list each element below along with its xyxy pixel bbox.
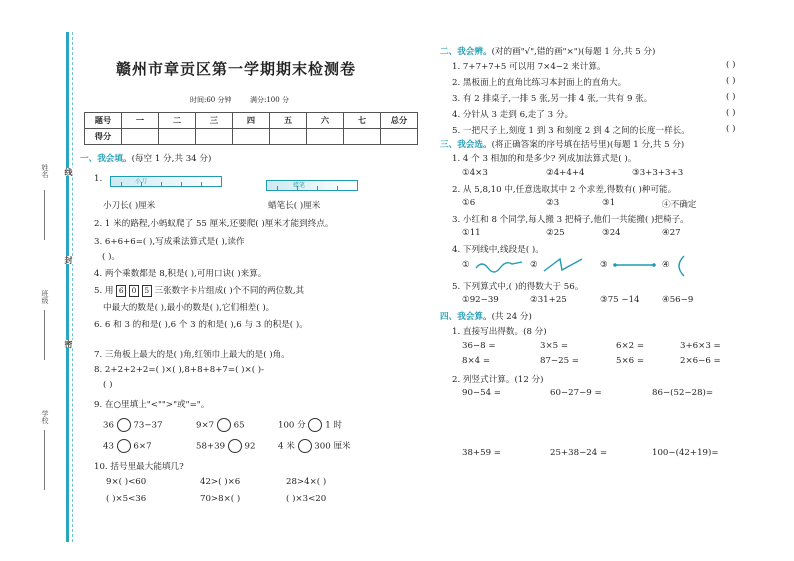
binding-line	[66, 32, 69, 542]
vertical-item: 90−54 =	[462, 388, 502, 398]
compare-circle[interactable]	[117, 439, 131, 453]
tf-answer[interactable]: ( )	[726, 76, 736, 86]
option: ②3	[546, 198, 560, 208]
tf-item: 1. 7+7+7+5 可以用 7×4−2 来计算。	[452, 62, 606, 72]
tf-answer[interactable]: ( )	[726, 92, 736, 102]
section3-note: (将正确答案的序号填在括号里)(每题 1 分,共 5 分)	[491, 140, 685, 150]
section4-heading	[440, 310, 532, 322]
q10-item: 28>4×( )	[286, 477, 327, 487]
score-header-cell: 六	[307, 113, 344, 129]
q2: 2. 1 米的路程,小蚂蚁爬了 55 厘米,还要爬( )厘米才能到终点。	[94, 219, 334, 229]
q1b: 蜡笔长( )厘米	[268, 201, 321, 211]
q7: 7. 三角板上最大的是( )角,红领巾上最大的是( )角。	[94, 350, 290, 360]
compare-circle[interactable]	[308, 418, 322, 432]
section2-note: (对的画"√",错的画"×")(每题 1 分,共 5 分)	[491, 47, 656, 57]
q9-item: 58+39 92	[196, 439, 255, 453]
score-cell[interactable]	[381, 129, 418, 145]
tf-answer[interactable]: ( )	[726, 124, 736, 134]
q9-item: 9×7 65	[196, 418, 245, 432]
score-header-cell: 七	[344, 113, 381, 129]
option: ③3+3+3+3	[632, 168, 684, 178]
q10-item: 9×( )<60	[106, 477, 147, 487]
seal-label-feng: 封	[64, 256, 74, 264]
choice-q3: 3. 小红和 8 个同学,每人搬 3 把椅子,他们一共能搬( )把椅子。	[452, 215, 689, 225]
section3-title: 三、我会选。	[440, 140, 492, 150]
tf-item: 2. 黑板面上的直角比练习本封面上的直角大。	[452, 78, 627, 88]
choice-q2: 2. 从 5,8,10 中,任意选取其中 2 个求差,得数有( )种可能。	[452, 185, 677, 195]
score-cell[interactable]	[196, 129, 233, 145]
q9-item: 100 分 1 时	[278, 418, 342, 432]
option: ①11	[462, 228, 481, 238]
calc-q2: 2. 列竖式计算。(12 分)	[452, 375, 544, 385]
option: ①	[462, 260, 470, 270]
option: ①6	[462, 198, 476, 208]
score-header-cell: 五	[270, 113, 307, 129]
binding-dash	[72, 32, 73, 542]
score-header-cell: 三	[196, 113, 233, 129]
vertical-item: 38+59 =	[462, 448, 502, 458]
section3-heading	[440, 138, 684, 150]
seal-label-xian: 线	[64, 168, 74, 176]
vertical-item: 60−27−9 =	[550, 388, 602, 398]
choice-q1: 1. 4 个 3 相加的和是多少? 列成加法算式是( )。	[452, 154, 637, 164]
ruler-knife	[110, 176, 222, 187]
margin-school-label: 学校	[41, 410, 49, 424]
option: ②31+25	[530, 295, 567, 305]
option: ④不确定	[662, 200, 697, 210]
score-header-cell: 二	[159, 113, 196, 129]
oral-item: 6×2 =	[616, 341, 645, 351]
q9: 9. 在○里填上"<"">"或"="。	[94, 400, 210, 410]
q5-suffix: 三张数字卡片组成( )个不同的两位数,其	[154, 286, 305, 296]
tf-item: 3. 有 2 排桌子,一排 5 张,另一排 4 张,一共有 9 张。	[452, 94, 653, 104]
q6: 6. 6 和 3 的和是( ),6 个 3 的和是( ),6 与 3 的积是( )。	[94, 320, 308, 330]
oral-item: 5×6 =	[616, 356, 645, 366]
score-header-cell: 总分	[381, 113, 418, 129]
q10-item: ( )×5<36	[106, 494, 147, 504]
option: ②25	[546, 228, 565, 238]
q10: 10. 括号里最大能填几?	[94, 462, 184, 472]
q10-item: 70>8×( )	[200, 494, 241, 504]
section1-heading	[80, 152, 211, 164]
choice-q4: 4. 下列线中,线段是( )。	[452, 245, 544, 255]
score-table	[84, 112, 418, 145]
q3b: ( )。	[102, 252, 121, 262]
tf-item: 4. 分针从 3 走到 6,走了 3 分。	[452, 110, 574, 120]
score-cell[interactable]	[159, 129, 196, 145]
calc-q1: 1. 直接写出得数。(8 分)	[452, 327, 547, 337]
compare-circle[interactable]	[117, 418, 131, 432]
q8b: ( )	[103, 380, 113, 390]
class-line	[44, 310, 45, 360]
score-row-label: 得分	[85, 129, 122, 145]
crayon-label: 蜡笔	[293, 182, 306, 189]
q10-item: ( )×3<20	[286, 494, 327, 504]
q9-item: 4 米 300 厘米	[278, 439, 351, 453]
digit-card: 5	[142, 285, 152, 297]
q8: 8. 2+2+2+2=( )×( ),8+8+8+7=( )×( )-	[94, 365, 265, 375]
page-title: 赣州市章贡区第一学期期末检测卷	[116, 60, 357, 78]
section4-title: 四、我会算。	[440, 312, 492, 322]
choice-q5: 5. 下列算式中,( )的得数大于 56。	[452, 282, 584, 292]
oral-item: 8×4 =	[462, 356, 491, 366]
q10-item: 42>( )×6	[200, 477, 241, 487]
option: ②4+4+4	[546, 168, 585, 178]
q5-line1	[94, 284, 304, 297]
score-header-cell: 四	[233, 113, 270, 129]
digit-card: 0	[129, 285, 139, 297]
vertical-item: 100−(42+19)=	[652, 448, 719, 458]
q3: 3. 6+6+6=( ),写成乘法算式是( ),读作	[94, 237, 245, 247]
exam-full-score: 满分:100 分	[250, 96, 289, 104]
section2-title: 二、我会辨。	[440, 47, 492, 57]
wavy-line-icon	[474, 258, 524, 274]
score-cell[interactable]	[307, 129, 344, 145]
margin-name-label: 姓名	[41, 164, 49, 178]
name-line	[44, 190, 45, 240]
ruler-crayon	[266, 180, 358, 191]
segment-line-icon	[612, 258, 658, 272]
seal-label-mi: 密	[64, 340, 74, 348]
knife-label: 小刀	[135, 178, 148, 185]
option: ④	[662, 260, 670, 270]
option: ③75 −14	[600, 295, 640, 305]
zigzag-line-icon	[542, 256, 592, 274]
oral-item: 36−8 =	[462, 341, 496, 351]
oral-item: 2×6−6 =	[680, 356, 721, 366]
q5-line2: 中最大的数是( ),最小的数是( ),它们相差( )。	[103, 303, 275, 313]
score-header-cell: 一	[122, 113, 159, 129]
score-cell[interactable]	[233, 129, 270, 145]
oral-item: 3×5 =	[540, 341, 569, 351]
q1a: 小刀长( )厘米	[103, 201, 156, 211]
option: ③1	[602, 198, 616, 208]
arc-line-icon	[672, 254, 688, 278]
school-line	[44, 430, 45, 490]
compare-circle[interactable]	[298, 439, 312, 453]
score-cell[interactable]	[344, 129, 381, 145]
option: ④56−9	[662, 295, 694, 305]
option: ④27	[662, 228, 681, 238]
option: ①92−39	[462, 295, 499, 305]
q4: 4. 两个乘数都是 8,积是( ),可用口诀( )来算。	[94, 269, 267, 279]
option: ②	[530, 260, 538, 270]
q5-prefix: 5. 用	[94, 286, 114, 296]
score-cell[interactable]	[122, 129, 159, 145]
score-cell[interactable]	[270, 129, 307, 145]
q9-item: 36 73−37	[103, 418, 162, 432]
option: ③24	[602, 228, 621, 238]
option: ③	[600, 260, 608, 270]
section4-note: (共 24 分)	[491, 312, 532, 322]
digit-card: 6	[116, 285, 126, 297]
margin-class-label: 班级	[41, 290, 49, 304]
section1-note: (每空 1 分,共 34 分)	[131, 154, 212, 164]
vertical-item: 25+38−24 =	[550, 448, 608, 458]
section1-title: 一、我会填。	[80, 154, 132, 164]
oral-item: 87−25 =	[540, 356, 580, 366]
section2-heading	[440, 45, 655, 57]
q9-item: 43 6×7	[103, 439, 152, 453]
tf-answer[interactable]: ( )	[726, 60, 736, 70]
compare-circle[interactable]	[228, 439, 242, 453]
exam-time: 时间:60 分钟	[190, 96, 232, 104]
tf-item: 5. 一把尺子上,刻度 1 到 3 和刻度 2 到 4 之间的长度一样长。	[452, 126, 690, 136]
tf-answer[interactable]: ( )	[726, 108, 736, 118]
score-header-cell: 题号	[85, 113, 122, 129]
option: ①4×3	[462, 168, 488, 178]
q1-number: 1.	[94, 174, 103, 184]
compare-circle[interactable]	[217, 418, 231, 432]
oral-item: 3+6×3 =	[680, 341, 721, 351]
vertical-item: 86−(52−28)=	[652, 388, 714, 398]
